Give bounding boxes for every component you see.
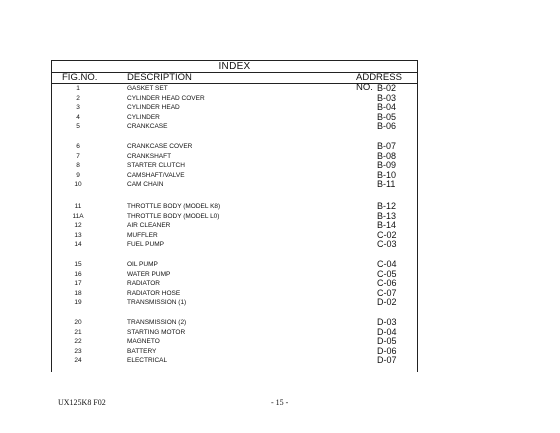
index-group xyxy=(52,318,417,366)
description-cell: FUEL PUMP xyxy=(127,241,164,249)
fig-no-cell: 3 xyxy=(76,104,80,112)
table-row xyxy=(52,231,417,241)
table-row xyxy=(52,84,417,94)
description-cell: CRANKSHAFT xyxy=(127,152,172,160)
table-row xyxy=(52,337,417,347)
document-code: UX125K8 F02 xyxy=(58,398,106,407)
address-no-cell: B-08 xyxy=(377,150,397,161)
description-cell: STARTING MOTOR xyxy=(127,328,186,336)
fig-no-cell: 11A xyxy=(72,212,84,220)
address-no-cell: B-13 xyxy=(377,210,397,221)
table-row xyxy=(52,240,417,250)
description-cell: RADIATOR HOSE xyxy=(127,289,181,297)
address-no-cell: C-04 xyxy=(377,259,397,269)
address-no-cell: B-05 xyxy=(377,111,397,122)
table-row xyxy=(52,202,417,212)
fig-no-cell: 6 xyxy=(76,143,80,150)
fig-no-cell: 17 xyxy=(74,280,82,288)
table-row xyxy=(52,142,417,152)
fig-no-cell: 13 xyxy=(74,231,82,239)
table-row xyxy=(52,171,417,181)
index-table xyxy=(51,60,418,372)
address-no-cell: B-12 xyxy=(377,201,397,211)
fig-no-cell: 18 xyxy=(74,289,82,297)
fig-no-cell: 14 xyxy=(74,241,82,249)
address-no-cell: C-07 xyxy=(377,287,397,298)
column-header-description: DESCRIPTION xyxy=(127,72,192,83)
description-cell: CYLINDER HEAD COVER xyxy=(127,94,205,102)
address-no-cell: B-07 xyxy=(377,141,397,151)
address-no-cell: C-05 xyxy=(377,268,397,279)
table-row xyxy=(52,152,417,162)
table-row xyxy=(52,212,417,222)
address-no-cell: D-05 xyxy=(377,336,397,347)
table-row xyxy=(52,289,417,299)
address-no-cell: B-03 xyxy=(377,92,397,103)
description-cell: THROTTLE BODY (MODEL L0) xyxy=(127,212,220,220)
table-row xyxy=(52,328,417,338)
index-title: INDEX xyxy=(52,61,417,73)
description-cell: CAMSHAFT/VALVE xyxy=(127,171,185,179)
address-no-cell: B-06 xyxy=(377,121,397,132)
table-row xyxy=(52,318,417,328)
fig-no-cell: 4 xyxy=(76,113,80,121)
fig-no-cell: 16 xyxy=(74,270,82,278)
description-cell: TRANSMISSION (2) xyxy=(127,319,187,326)
description-cell: CAM CHAIN xyxy=(127,181,164,189)
address-no-cell: D-03 xyxy=(377,317,397,327)
description-cell: OIL PUMP xyxy=(127,261,158,268)
table-row xyxy=(52,279,417,289)
description-cell: ELECTRICAL xyxy=(127,357,168,365)
table-row xyxy=(52,161,417,171)
fig-no-cell: 2 xyxy=(76,94,80,102)
description-cell: CYLINDER xyxy=(127,113,160,121)
index-group xyxy=(52,84,417,132)
fig-no-cell: 21 xyxy=(74,328,82,336)
address-no-cell: D-04 xyxy=(377,326,397,337)
address-no-cell: D-02 xyxy=(377,297,397,308)
table-row xyxy=(52,298,417,308)
table-row xyxy=(52,260,417,270)
fig-no-cell: 8 xyxy=(76,162,80,170)
description-cell: AIR CLEANER xyxy=(127,222,171,230)
address-no-cell: C-03 xyxy=(377,239,397,250)
fig-no-cell: 1 xyxy=(76,85,80,92)
table-row xyxy=(52,347,417,357)
address-no-cell: C-02 xyxy=(377,229,397,240)
description-cell: STARTER CLUTCH xyxy=(127,162,185,170)
fig-no-cell: 23 xyxy=(74,347,82,355)
description-cell: CRANKCASE COVER xyxy=(127,143,193,150)
table-row xyxy=(52,180,417,190)
address-no-cell: C-06 xyxy=(377,278,397,289)
address-no-cell: D-06 xyxy=(377,345,397,356)
address-no-cell: D-07 xyxy=(377,355,397,366)
fig-no-cell: 15 xyxy=(74,261,82,268)
fig-no-cell: 11 xyxy=(74,203,82,210)
page-number: - 15 - xyxy=(271,398,289,407)
fig-no-cell: 20 xyxy=(74,319,82,326)
index-group xyxy=(52,142,417,190)
fig-no-cell: 7 xyxy=(76,152,80,160)
fig-no-cell: 12 xyxy=(74,222,82,230)
table-row xyxy=(52,221,417,231)
table-row xyxy=(52,103,417,113)
column-header-address-no: ADDRESS NO. xyxy=(356,72,402,93)
fig-no-cell: 19 xyxy=(74,299,82,307)
address-no-cell: B-11 xyxy=(377,179,396,190)
table-row xyxy=(52,270,417,280)
fig-no-cell: 5 xyxy=(76,123,80,131)
description-cell: THROTTLE BODY (MODEL K8) xyxy=(127,203,221,210)
description-cell: RADIATOR xyxy=(127,280,160,288)
description-cell: GASKET SET xyxy=(127,85,168,92)
address-no-cell: B-10 xyxy=(377,169,397,180)
description-cell: WATER PUMP xyxy=(127,270,171,278)
description-cell: MAGNETO xyxy=(127,338,160,346)
fig-no-cell: 9 xyxy=(76,171,80,179)
address-no-cell: B-02 xyxy=(377,83,397,93)
column-header-fig-no: FIG.NO. xyxy=(62,72,98,83)
description-cell: CYLINDER HEAD xyxy=(127,104,180,112)
fig-no-cell: 22 xyxy=(74,338,82,346)
table-row xyxy=(52,94,417,104)
fig-no-cell: 10 xyxy=(74,181,82,189)
description-cell: BATTERY xyxy=(127,347,157,355)
description-cell: MUFFLER xyxy=(127,231,158,239)
address-no-cell: B-09 xyxy=(377,160,397,171)
table-row xyxy=(52,113,417,123)
table-row xyxy=(52,356,417,366)
index-group xyxy=(52,202,417,250)
address-no-cell: B-04 xyxy=(377,102,397,113)
address-no-cell: B-14 xyxy=(377,220,397,231)
index-group xyxy=(52,260,417,308)
description-cell: TRANSMISSION (1) xyxy=(127,299,187,307)
fig-no-cell: 24 xyxy=(74,357,82,365)
table-row xyxy=(52,122,417,132)
description-cell: CRANKCASE xyxy=(127,123,168,131)
